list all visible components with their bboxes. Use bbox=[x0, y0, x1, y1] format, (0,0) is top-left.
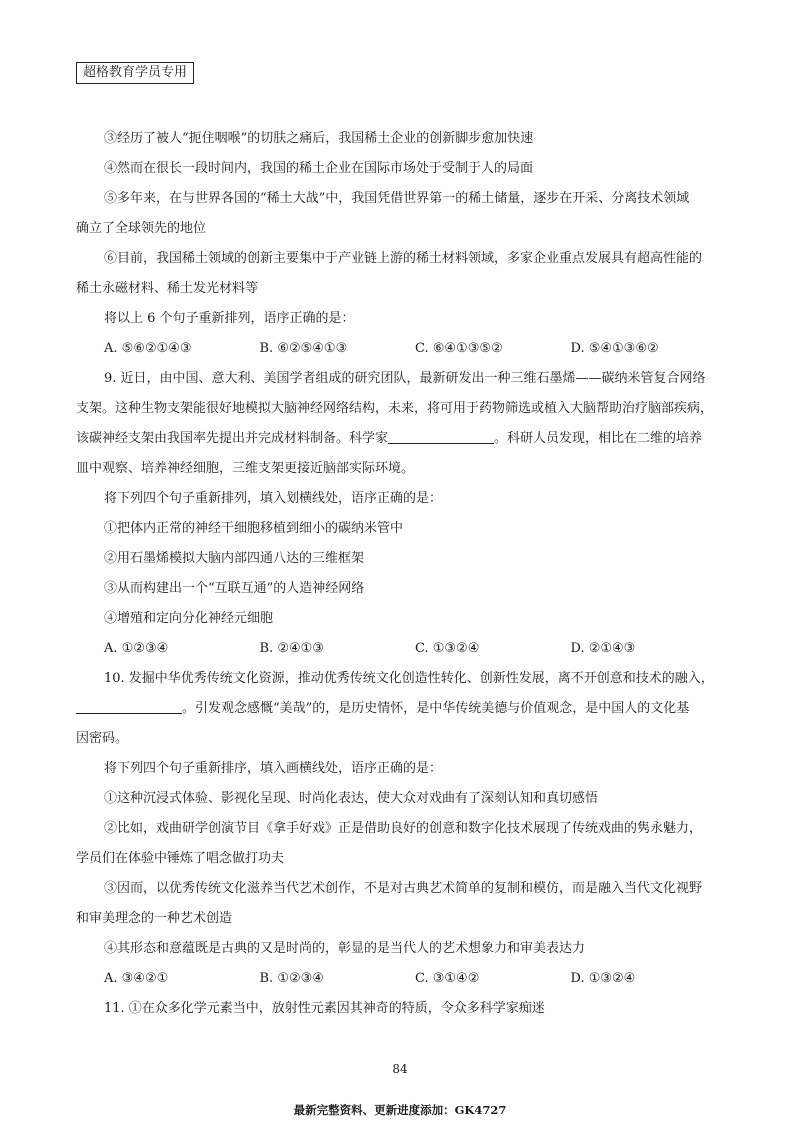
q9-stem: 9. 近日，由中国、意大利、美国学者组成的研究团队，最新研发出一种三维石墨烯——碳纳米管复合网络 bbox=[104, 371, 706, 386]
q9-blank bbox=[388, 429, 494, 444]
q9-sentence-1: ①把体内正常的神经干细胞移植到细小的碳纳米管中 bbox=[104, 521, 404, 536]
q10-sentence-3-cont: 和审美理念的一种艺术创造 bbox=[76, 911, 233, 926]
footer-text: 最新完整资料、更新进度添加：GK4727 bbox=[293, 1103, 507, 1117]
q10-sentence-3: ③因而，以优秀传统文化滋养当代艺术创作，不是对古典艺术简单的复制和模仿，而是融入当代文化视野 bbox=[104, 881, 703, 896]
q8-prompt: 将以上 6 个句子重新排列，语序正确的是： bbox=[104, 311, 355, 326]
q10-option-d[interactable]: D. ①③②④ bbox=[570, 971, 636, 986]
q9-option-d[interactable]: D. ②①④③ bbox=[570, 641, 636, 656]
sentence-4: ④然而在很长一段时间内，我国的稀土企业在国际市场处于受制于人的局面 bbox=[104, 161, 534, 176]
sentence-5-cont: 确立了全球领先的地位 bbox=[76, 221, 207, 236]
q9-option-b[interactable]: B. ②④①③ bbox=[259, 641, 324, 656]
q8-option-b[interactable]: B. ⑥②⑤④①③ bbox=[259, 341, 348, 356]
q8-option-d[interactable]: D. ⑤④①③⑥② bbox=[570, 341, 659, 356]
q10-blank bbox=[76, 699, 182, 714]
q9-option-c[interactable]: C. ①③②④ bbox=[415, 641, 480, 656]
q8-option-a[interactable]: A. ⑤⑥②①④③ bbox=[104, 341, 192, 356]
q9-text-before-blank: 该碳神经支架由我国率先提出并完成材料制备。科学家 bbox=[76, 431, 389, 446]
q9-sentence-3: ③从而构建出一个“互联互通”的人造神经网络 bbox=[104, 581, 365, 596]
q8-option-c[interactable]: C. ⑥④①③⑤② bbox=[415, 341, 503, 356]
sentence-6-cont: 稀土永磁材料、稀土发光材料等 bbox=[76, 281, 259, 296]
q10-options bbox=[76, 964, 726, 994]
page-number: 84 bbox=[392, 1062, 408, 1076]
q9-option-a[interactable]: A. ①②③④ bbox=[104, 641, 169, 656]
q10-sentence-2-cont: 学员们在体验中锤炼了唱念做打功夫 bbox=[76, 851, 285, 866]
q9-text-after-blank: 。科研人员发现，相比在二维的培养 bbox=[494, 431, 703, 446]
q9-options bbox=[76, 634, 726, 664]
q9-stem-cont: 支架。这种生物支架能很好地模拟大脑神经网络结构，未来，将可用于药物筛选或植入大脑帮助治疗脑部疾病， bbox=[76, 401, 714, 416]
q10-option-b[interactable]: B. ①②③④ bbox=[259, 971, 324, 986]
document-body bbox=[76, 124, 726, 1024]
q10-option-a[interactable]: A. ③④②① bbox=[104, 971, 169, 986]
q9-prompt: 将下列四个句子重新排列，填入划横线处，语序正确的是： bbox=[104, 491, 443, 506]
q10-text-after-blank: 。引发观念感慨“美哉”的，是历史情怀，是中华传统美德与价值观念，是中国人的文化基 bbox=[182, 701, 690, 716]
q10-prompt: 将下列四个句子重新排序，填入画横线处，语序正确的是： bbox=[104, 761, 443, 776]
sentence-6: ⑥目前，我国稀土领域的创新主要集中于产业链上游的稀土材料领域，多家企业重点发展具有超高性能的 bbox=[104, 251, 703, 266]
q10-sentence-4: ④其形态和意蕴既是古典的又是时尚的，彰显的是当代人的艺术想象力和审美表达力 bbox=[104, 941, 586, 956]
q11-stem: 11. ①在众多化学元素当中，放射性元素因其神奇的特质，令众多科学家痴迷 bbox=[104, 1001, 545, 1016]
q10-sentence-1: ①这种沉浸式体验、影视化呈现、时尚化表达，使大众对戏曲有了深刻认知和真切感悟 bbox=[104, 791, 599, 806]
q9-sentence-4: ④增殖和定向分化神经元细胞 bbox=[104, 611, 274, 626]
sentence-5: ⑤多年来，在与世界各国的“稀土大战”中，我国凭借世界第一的稀土储量，逐步在开采、分离技术领域 bbox=[104, 191, 690, 206]
q10-stem-end: 因密码。 bbox=[76, 731, 129, 746]
q10-sentence-2: ②比如，戏曲研学创演节目《拿手好戏》正是借助良好的创意和数字化技术展现了传统戏曲的隽永魅力， bbox=[104, 821, 703, 836]
q10-stem: 10. 发掘中华优秀传统文化资源，推动优秀传统文化创造性转化、创新性发展，离不开创意和技术的融入， bbox=[104, 671, 714, 686]
q9-sentence-2: ②用石墨烯模拟大脑内部四通八达的三维框架 bbox=[104, 551, 365, 566]
q9-stem-blank-line bbox=[76, 424, 726, 454]
q10-stem-blank-line bbox=[76, 694, 726, 724]
q10-option-c[interactable]: C. ③①④② bbox=[415, 971, 480, 986]
q9-stem-end: 皿中观察、培养神经细胞，三维支架更接近脑部实际环境。 bbox=[76, 461, 415, 476]
header-label: 超格教育学员专用 bbox=[76, 62, 194, 84]
q8-options bbox=[76, 334, 726, 364]
sentence-3: ③经历了被人“扼住咽喉”的切肤之痛后，我国稀土企业的创新脚步愈加快速 bbox=[104, 131, 534, 146]
